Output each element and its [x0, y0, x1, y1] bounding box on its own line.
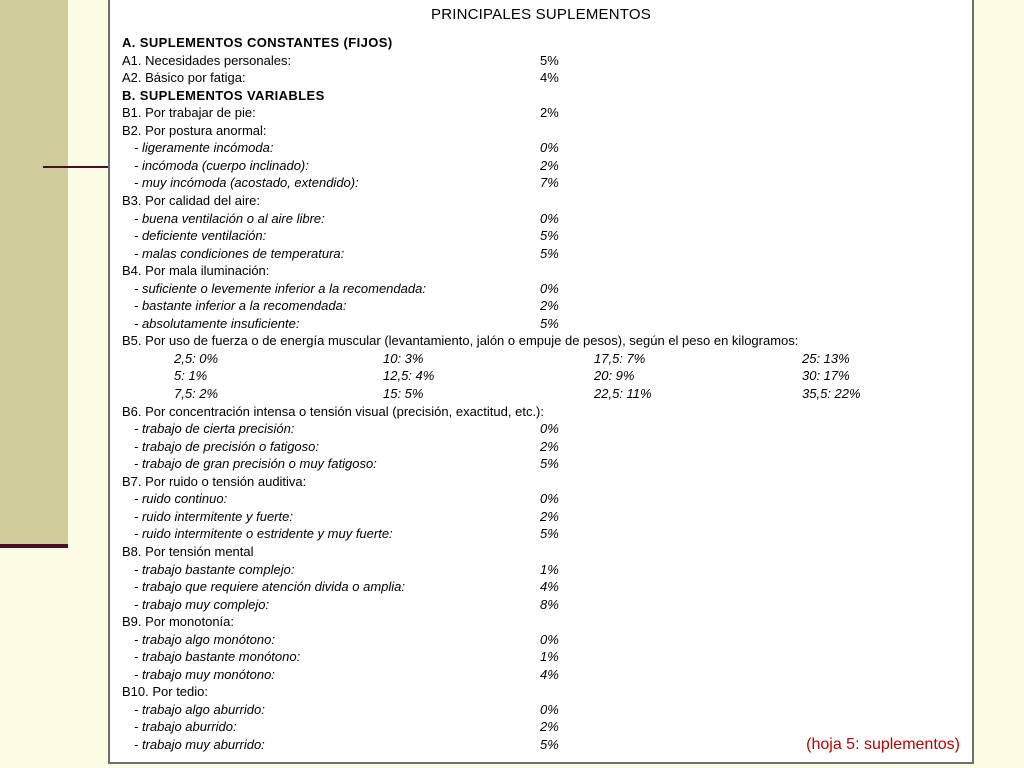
row-label: - bastante inferior a la recomendada:	[134, 298, 347, 313]
row-label: A1. Necesidades personales:	[122, 53, 292, 68]
row-label: B6. Por concentración intensa o tensión visual (precisión, exactitud, etc.):	[122, 404, 544, 419]
row-label: - deficiente ventilación:	[134, 228, 267, 243]
row-label: - trabajo algo aburrido:	[134, 702, 265, 717]
row-label: B10. Por tedio:	[122, 684, 208, 699]
row-value: 2%	[540, 298, 559, 313]
sidebar-rule	[0, 544, 68, 548]
row-value: 0%	[540, 421, 559, 436]
weight-table-cell: 20: 9%	[594, 368, 635, 383]
sheet-title: PRINCIPALES SUPLEMENTOS	[431, 6, 651, 23]
row-label: - ligeramente incómoda:	[134, 140, 274, 155]
row-value: 0%	[540, 491, 559, 506]
row-label: - incómoda (cuerpo inclinado):	[134, 158, 309, 173]
accent-line	[43, 166, 109, 168]
row-label: - trabajo muy aburrido:	[134, 737, 265, 752]
row-label: - trabajo muy monótono:	[134, 667, 275, 682]
row-value: 4%	[540, 70, 559, 85]
row-label: - ruido continuo:	[134, 491, 228, 506]
row-value: 1%	[540, 562, 559, 577]
row-value: 4%	[540, 667, 559, 682]
row-label: - trabajo de cierta precisión:	[134, 421, 295, 436]
row-value: 5%	[540, 53, 559, 68]
row-label: - trabajo que requiere atención divida o amplia:	[134, 579, 406, 594]
row-value: 8%	[540, 597, 559, 612]
row-value: 5%	[540, 737, 559, 752]
row-value: 7%	[540, 175, 559, 190]
row-label: B8. Por tensión mental	[122, 544, 254, 559]
weight-table-cell: 17,5: 7%	[594, 351, 646, 366]
row-value: 2%	[540, 158, 559, 173]
row-value: 2%	[540, 439, 559, 454]
row-value: 0%	[540, 211, 559, 226]
row-label: - trabajo bastante complejo:	[134, 562, 295, 577]
row-label: - ruido intermitente o estridente y muy fuerte:	[134, 526, 393, 541]
weight-table-cell: 25: 13%	[802, 351, 850, 366]
row-value: 0%	[540, 632, 559, 647]
weight-table-cell: 35,5: 22%	[802, 386, 861, 401]
row-label: A2. Básico por fatiga:	[122, 70, 246, 85]
row-value: 5%	[540, 456, 559, 471]
weight-table-cell: 2,5: 0%	[174, 351, 219, 366]
sheet-note: (hoja 5: suplementos)	[806, 736, 960, 753]
row-label: B. SUPLEMENTOS VARIABLES	[122, 88, 325, 103]
row-label: B3. Por calidad del aire:	[122, 193, 261, 208]
row-value: 5%	[540, 526, 559, 541]
weight-table-cell: 15: 5%	[383, 386, 424, 401]
weight-table-cell: 10: 3%	[383, 351, 424, 366]
row-value: 2%	[540, 509, 559, 524]
row-value: 2%	[540, 719, 559, 734]
row-label: - muy incómoda (acostado, extendido):	[134, 175, 359, 190]
row-label: B9. Por monotonía:	[122, 614, 235, 629]
row-label: - trabajo aburrido:	[134, 719, 237, 734]
slide-sidebar	[0, 0, 68, 548]
row-label: B2. Por postura anormal:	[122, 123, 267, 138]
row-value: 5%	[540, 316, 559, 331]
row-value: 1%	[540, 649, 559, 664]
row-label: B4. Por mala iluminación:	[122, 263, 270, 278]
row-label: - trabajo bastante monótono:	[134, 649, 301, 664]
weight-table-cell: 5: 1%	[174, 368, 208, 383]
row-label: A. SUPLEMENTOS CONSTANTES (FIJOS)	[122, 35, 393, 50]
row-label: - trabajo de precisión o fatigoso:	[134, 439, 319, 454]
row-value: 0%	[540, 702, 559, 717]
row-label: - malas condiciones de temperatura:	[134, 246, 345, 261]
row-value: 5%	[540, 246, 559, 261]
row-label: - suficiente o levemente inferior a la recomendada:	[134, 281, 426, 296]
row-label: B5. Por uso de fuerza o de energía muscular (levantamiento, jalón o empuje de pesos), según el peso en kilogramos:	[122, 333, 799, 348]
weight-table-cell: 30: 17%	[802, 368, 850, 383]
row-value: 0%	[540, 140, 559, 155]
row-label: - trabajo de gran precisión o muy fatigoso:	[134, 456, 377, 471]
weight-table-cell: 12,5: 4%	[383, 368, 435, 383]
row-label: B7. Por ruido o tensión auditiva:	[122, 474, 307, 489]
weight-table-cell: 7,5: 2%	[174, 386, 219, 401]
weight-table-cell: 22,5: 11%	[594, 386, 652, 401]
row-value: 0%	[540, 281, 559, 296]
row-value: 2%	[540, 105, 559, 120]
row-label: - trabajo muy complejo:	[134, 597, 270, 612]
row-label: - buena ventilación o al aire libre:	[134, 211, 325, 226]
row-label: B1. Por trabajar de pie:	[122, 105, 256, 120]
row-label: - ruido intermitente y fuerte:	[134, 509, 293, 524]
supplements-sheet	[108, 0, 974, 764]
row-value: 4%	[540, 579, 559, 594]
row-label: - trabajo algo monótono:	[134, 632, 275, 647]
row-value: 5%	[540, 228, 559, 243]
row-label: - absolutamente insuficiente:	[134, 316, 300, 331]
